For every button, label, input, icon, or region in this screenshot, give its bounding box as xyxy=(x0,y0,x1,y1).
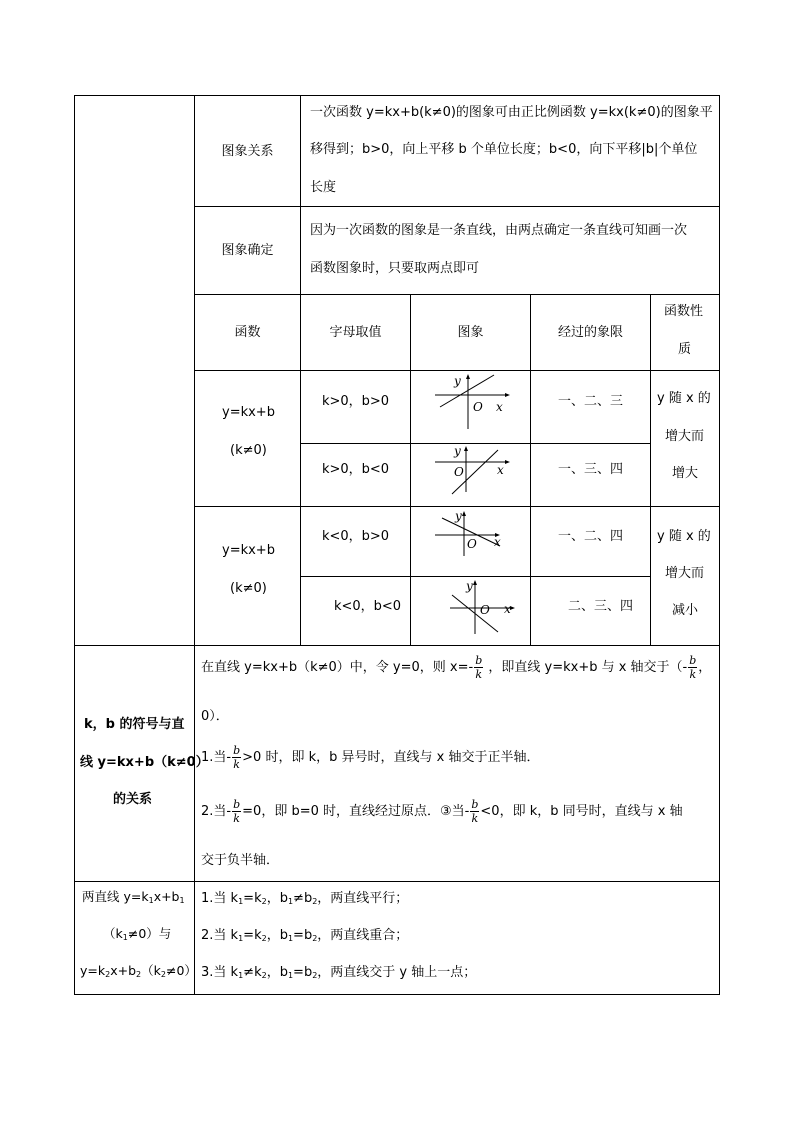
graph-k-neg-b-neg xyxy=(440,577,520,637)
group1-row2-quadrants: 一、三、四 xyxy=(557,461,623,477)
svg-text:y: y xyxy=(454,444,461,458)
relation-text-line1: 一次函数 y=kx+b(k≠0)的图象可由正比例函数 y=kx(k≠0)的图象平 xyxy=(310,105,713,120)
svg-text:y: y xyxy=(466,579,473,593)
group1-row1-quadrants: 一、二、三 xyxy=(557,393,623,409)
fraction-b-over-k: $\frac{b}{k}$ xyxy=(471,798,479,825)
group2-function-line1: y=kx+b xyxy=(222,543,275,558)
group1-property-line3: 增大 xyxy=(672,466,699,481)
two-lines-label-line2: $(k_1\ne 0)$与 xyxy=(103,926,172,942)
header-graph: 图象 xyxy=(457,325,484,340)
group1-property-line1: y 随 x 的 xyxy=(657,391,711,406)
group1-function-line1: y=kx+b xyxy=(222,405,275,420)
svg-text:x: x xyxy=(494,535,501,549)
svg-text:O: O xyxy=(473,400,483,414)
kb-label-line1: k，b 的符号与直 xyxy=(84,717,185,732)
relation-text-line2: 移得到；b>0，向上平移 b 个单位长度；b<0，向下平移|b|个单位 xyxy=(310,142,698,157)
fraction-b-over-k: $\frac{b}{k}$ xyxy=(233,744,241,771)
svg-text:O: O xyxy=(467,537,477,551)
svg-text:y: y xyxy=(455,509,462,523)
two-lines-rule1: 1.当 $k_1=k_2$，$b_1\ne b_2$，两直线平行； xyxy=(201,891,409,906)
two-lines-rule3: 3.当 $k_1\ne k_2$，$b_1=b_2$，两直线交于 y 轴上一点； xyxy=(201,965,477,980)
group1-property-line2: 增大而 xyxy=(665,429,705,444)
two-lines-label-line3: $y=k_2x+b_2(k_2\ne 0)$ xyxy=(80,963,197,979)
kb-label-line2: 线 y=kx+b（k≠0） xyxy=(80,755,209,770)
determine-text-line1: 因为一次函数的图象是一条直线，由两点确定一条直线可知画一次 xyxy=(310,223,688,238)
kb-line4: 2.当- $\frac{b}{k}$ =0，即 b=0 时，直线经过原点．③当- $\frac{b}{k}$ <0，即 k，b 同号时，直线与 x 轴 xyxy=(201,798,683,825)
group1-row2-letters: k>0，b<0 xyxy=(321,461,390,477)
kb-line5: 交于负半轴． xyxy=(201,853,280,868)
group2-row1-quadrants: 一、二、四 xyxy=(557,528,623,544)
kb-line3: 1.当- $\frac{b}{k}$ >0 时，即 k，b 异号时，直线与 x 轴交于正半轴． xyxy=(201,744,540,771)
svg-text:x: x xyxy=(504,602,511,616)
group2-row2-letters: k<0，b<0 xyxy=(333,598,402,614)
two-lines-rule2: 2.当 $k_1=k_2$，$b_1=b_2$，两直线重合； xyxy=(201,928,409,943)
graph-k-pos-b-pos xyxy=(430,372,510,432)
svg-text:y: y xyxy=(454,374,461,388)
header-property-line1: 函数性 xyxy=(664,304,704,319)
fraction-b-over-k: $\frac{b}{k}$ xyxy=(475,654,483,681)
kb-line1: 在直线 y=kx+b（k≠0）中，令 y=0，则 x=- $\frac{b}{k}$ ，即直线 y=kx+b 与 x 轴交于（- $\frac{b}{k}$ ， xyxy=(201,654,712,681)
group2-function-line2: (k≠0) xyxy=(230,581,267,596)
group1-function-line2: (k≠0) xyxy=(230,443,267,458)
determine-label: 图象确定 xyxy=(221,243,274,258)
group2-row1-letters: k<0，b>0 xyxy=(321,528,390,544)
svg-text:O: O xyxy=(480,603,490,617)
graph-k-neg-b-pos xyxy=(430,508,510,560)
graph-k-pos-b-neg xyxy=(430,444,510,496)
svg-text:x: x xyxy=(497,463,504,477)
relation-text-line3: 长度 xyxy=(310,180,337,195)
group1-row1-letters: k>0，b>0 xyxy=(321,393,390,409)
header-quadrants: 经过的象限 xyxy=(557,325,623,340)
group2-property-line1: y 随 x 的 xyxy=(657,529,711,544)
svg-text:x: x xyxy=(496,400,503,414)
fraction-b-over-k: $\frac{b}{k}$ xyxy=(689,654,697,681)
group2-property-line3: 减小 xyxy=(672,603,699,618)
group2-row2-quadrants: 二、三、四 xyxy=(567,598,633,614)
fraction-b-over-k: $\frac{b}{k}$ xyxy=(233,798,241,825)
kb-label-line3: 的关系 xyxy=(113,792,153,807)
kb-line2: 0）． xyxy=(201,709,229,724)
header-property-line2: 质 xyxy=(678,342,692,357)
header-letters: 字母取值 xyxy=(329,325,382,340)
group2-property-line2: 增大而 xyxy=(665,566,705,581)
svg-text:O: O xyxy=(454,465,464,479)
relation-label: 图象关系 xyxy=(221,143,274,159)
determine-text-line2: 函数图象时，只要取两点即可 xyxy=(310,261,480,276)
two-lines-label-line1: 两直线 $y=k_1x+b_1$ xyxy=(82,889,185,905)
header-function: 函数 xyxy=(234,325,261,340)
